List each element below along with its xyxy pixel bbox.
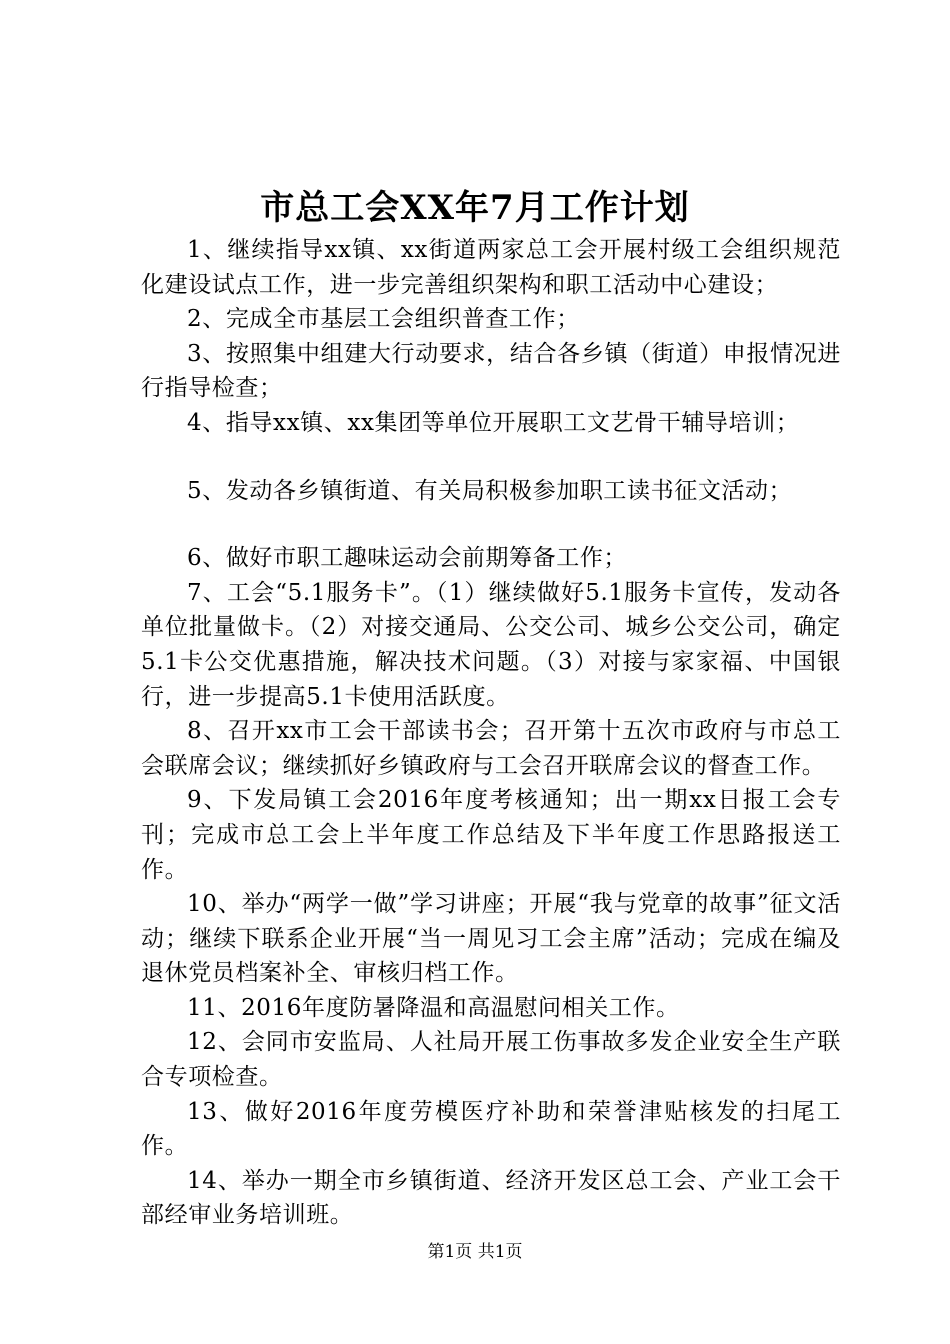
plan-item-3: 3、按照集中组建大行动要求，结合各乡镇（街道）申报情况进行指导检查； (141, 340, 841, 402)
plan-item-14: 14、举办一期全市乡镇街道、经济开发区总工会、产业工会干部经审业务培训班。 (141, 1167, 841, 1229)
page-number-footer: 第1页 共1页 (427, 1242, 523, 1262)
plan-item-12: 12、会同市安监局、人社局开展工伤事故多发企业安全生产联合专项检查。 (141, 1029, 841, 1091)
plan-item-9: 9、下发局镇工会2016年度考核通知；出一期xx日报工会专刊；完成市总工会上半年度工作总结及下半年度工作思路报送工作。 (141, 787, 841, 883)
document-body (141, 233, 841, 1233)
plan-item-8: 8、召开xx市工会干部读书会；召开第十五次市政府与市总工会联席会议；继续抓好乡镇政府与工会召开联席会议的督查工作。 (141, 718, 841, 779)
document-title: 市总工会XX年7月工作计划 (260, 188, 690, 228)
plan-item-2: 2、完成全市基层工会组织普查工作； (187, 306, 580, 333)
plan-item-13: 13、做好2016年度劳模医疗补助和荣誉津贴核发的扫尾工作。 (141, 1098, 841, 1160)
plan-item-10: 10、举办“两学一做”学习讲座；开展“我与党章的故事”征文活动；继续下联系企业开展“当一周见习工会主席”活动；完成在编及退休党员档案补全、审核归档工作。 (141, 891, 841, 987)
plan-item-1: 1、继续指导xx镇、xx街道两家总工会开展村级工会组织规范化建设试点工作，进一步完善组织架构和职工活动中心建设； (141, 237, 841, 298)
plan-item-6: 6、做好市职工趣味运动会前期筹备工作； (187, 545, 628, 572)
plan-item-5: 5、发动各乡镇街道、有关局积极参加职工读书征文活动； (187, 477, 793, 504)
plan-item-4: 4、指导xx镇、xx集团等单位开展职工文艺骨干辅导培训； (187, 409, 800, 436)
plan-item-11: 11、2016年度防暑降温和高温慰问相关工作。 (187, 994, 680, 1021)
plan-item-7: 7、工会“5.1服务卡”。（1）继续做好5.1服务卡宣传，发动各单位批量做卡。（2）对接交通局、公交公司、城乡公交公司，确定5.1卡公交优惠措施，解决技术问题。（3）对接与家家福、中国银行，进一步提高5.1卡使用活跃度。 (141, 579, 841, 710)
